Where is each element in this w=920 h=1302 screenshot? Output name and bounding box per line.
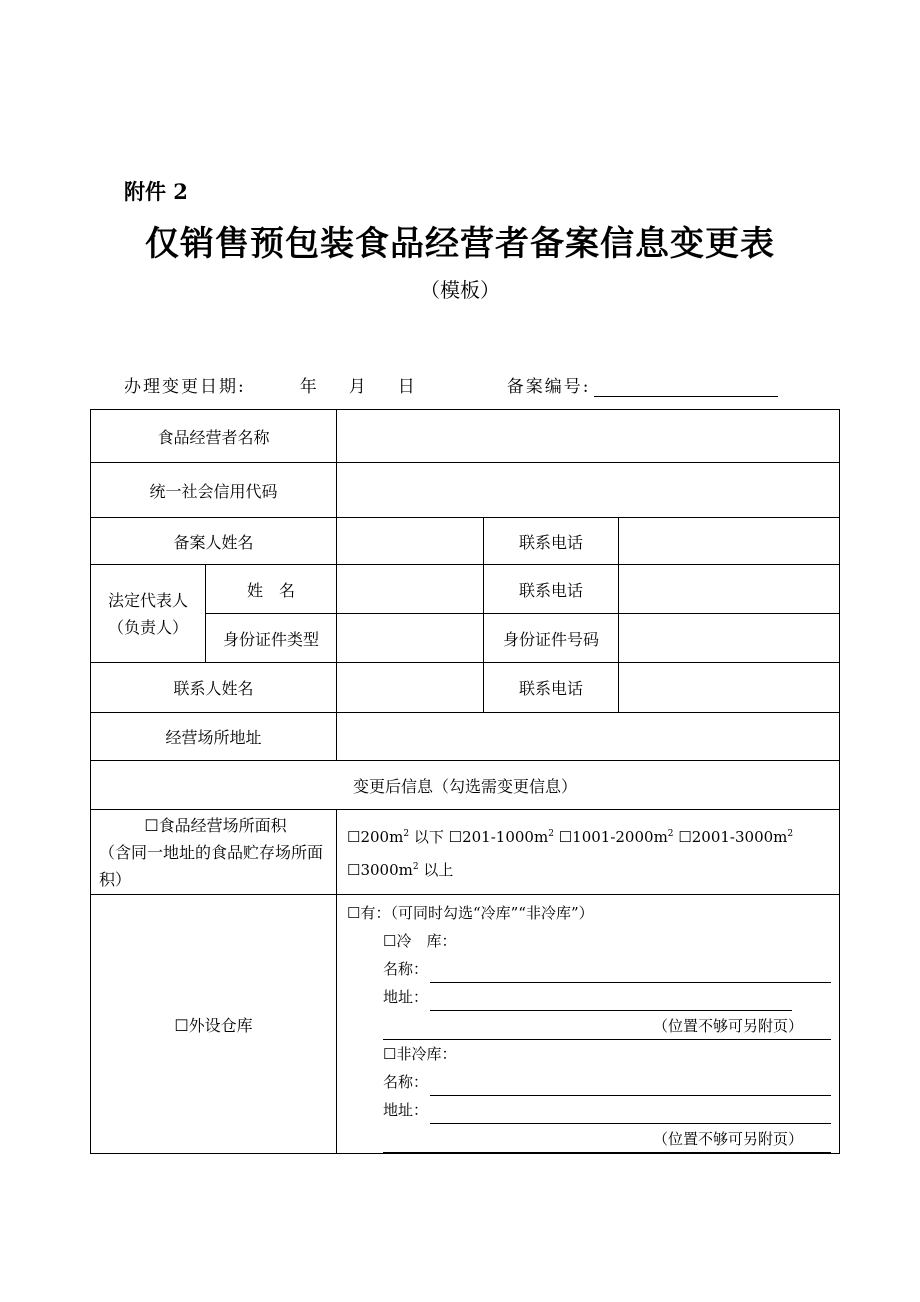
area-label-line2: （含同一地址的食品贮存场所面积） <box>99 842 324 889</box>
non-cold-name-field[interactable] <box>430 1075 831 1096</box>
year-label: 年 <box>299 377 319 397</box>
area-option-2001-3000[interactable]: $☐2001-3000m^2$ <box>678 828 794 846</box>
cold-storage-checkbox[interactable]: ☐冷 库： <box>383 932 457 950</box>
contact-phone-label: 联系电话 <box>484 663 619 713</box>
area-option-201-1000[interactable]: $☐201-1000m^2$ <box>448 828 554 846</box>
month-label: 月 <box>348 377 368 397</box>
legal-rep-line1: 法定代表人 <box>107 590 188 610</box>
id-type-label: 身份证件类型 <box>206 614 337 663</box>
contact-name-label: 联系人姓名 <box>91 663 337 713</box>
legal-rep-name-label: 姓 名 <box>206 565 337 614</box>
non-cold-address-field[interactable] <box>430 1103 831 1124</box>
warehouse-label[interactable]: ☐外设仓库 <box>91 895 337 1154</box>
operator-name-field[interactable] <box>337 410 840 463</box>
operator-name-label: 食品经营者名称 <box>91 410 337 463</box>
record-no-label: 备案编号: <box>506 377 591 397</box>
non-cold-note: （位置不够可另附页） <box>383 1124 831 1153</box>
cold-address-field[interactable] <box>430 990 792 1011</box>
record-no-field[interactable] <box>594 376 778 397</box>
area-options <box>337 810 840 895</box>
id-number-field[interactable] <box>619 614 840 663</box>
address-label: 经营场所地址 <box>91 713 337 761</box>
area-option-3000[interactable]: $☐3000m^2$ 以上 <box>347 861 454 879</box>
cold-address-label: 地址： <box>383 988 429 1006</box>
warehouse-details <box>337 895 840 1154</box>
meta-line <box>124 372 778 397</box>
date-label: 办理变更日期: <box>124 377 246 397</box>
area-label <box>91 810 337 895</box>
page-subtitle: （模板） <box>420 278 500 302</box>
area-option-1001-2000[interactable]: $☐1001-2000m^2$ <box>558 828 674 846</box>
changed-info-header: 变更后信息（勾选需变更信息） <box>91 761 840 810</box>
id-number-label: 身份证件号码 <box>484 614 619 663</box>
credit-code-field[interactable] <box>337 463 840 518</box>
id-type-field[interactable] <box>337 614 484 663</box>
has-warehouse-checkbox[interactable]: ☐有：（可同时勾选“冷库”“非冷库”） <box>347 904 594 922</box>
legal-rep-name-field[interactable] <box>337 565 484 614</box>
attachment-label: 附件 2 <box>124 179 188 204</box>
credit-code-label: 统一社会信用代码 <box>91 463 337 518</box>
legal-rep-line2: （负责人） <box>107 617 188 637</box>
non-cold-storage-checkbox[interactable]: ☐非冷库： <box>383 1045 457 1063</box>
filer-name-field[interactable] <box>337 518 484 565</box>
non-cold-name-label: 名称： <box>383 1073 429 1091</box>
filing-change-form <box>90 409 840 1154</box>
address-field[interactable] <box>337 713 840 761</box>
cold-name-field[interactable] <box>430 962 831 983</box>
non-cold-address-label: 地址： <box>383 1101 429 1119</box>
cold-note: （位置不够可另附页） <box>383 1011 831 1040</box>
contact-name-field[interactable] <box>337 663 484 713</box>
filer-phone-label: 联系电话 <box>484 518 619 565</box>
legal-rep-label <box>91 565 206 663</box>
contact-phone-field[interactable] <box>619 663 840 713</box>
area-option-200[interactable]: $☐200m^2$ 以下 <box>347 828 444 846</box>
filer-name-label: 备案人姓名 <box>91 518 337 565</box>
page-title: 仅销售预包装食品经营者备案信息变更表 <box>145 224 775 264</box>
filer-phone-field[interactable] <box>619 518 840 565</box>
day-label: 日 <box>397 377 417 397</box>
cold-name-label: 名称： <box>383 960 429 978</box>
legal-rep-phone-label: 联系电话 <box>484 565 619 614</box>
area-label-line1: ☐食品经营场所面积 <box>144 815 287 835</box>
legal-rep-phone-field[interactable] <box>619 565 840 614</box>
